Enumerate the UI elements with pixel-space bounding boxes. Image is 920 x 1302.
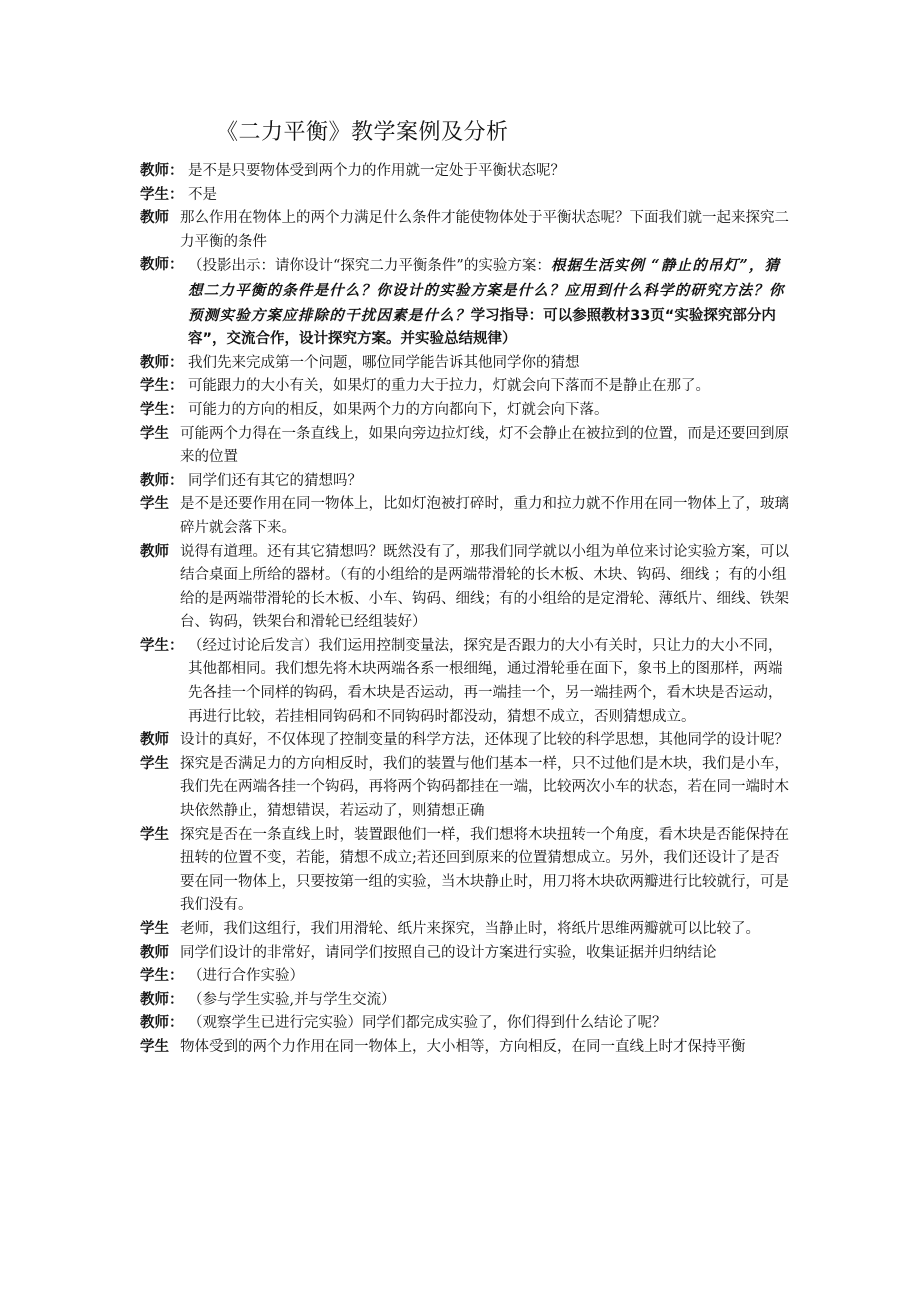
dialogue-entry [140,184,790,208]
speaker-label: 学生 [140,921,169,937]
entry-text: 可能力的方向的相反，如果两个力的方向都向下，灯就会向下落。 [188,401,609,418]
dialogue-entry [140,729,790,753]
dialogue-entry [140,753,790,824]
entry-text: 说得有道理。还有其它猜想吗？既然没有了，那我们同学就以小组为单位来讨论实验方案，可以结合桌面上所给的器材。（有的小组给的是两端带滑轮的长木板、木块、钩码、细线 ；有的小组给的是两端带滑轮的长木板、小车、钩码、细线；有的小组给的是定滑轮、薄纸片、细线、铁架台、钩码，铁架台和滑轮已经组装好） [180,543,789,631]
entry-text: 同学们还有其它的猜想吗？ [188,472,362,489]
dialogue-entry [140,541,790,635]
entry-text: 是不是只要物体受到两个力的作用就一定处于平衡状态呢？ [188,163,565,179]
speaker-label: 教师 [140,543,169,560]
entry-text: 我们先来完成第一个问题，哪位同学能告诉其他同学你的猜想 [188,354,580,371]
speaker-label: 学生 [140,755,169,772]
entry-text: 不是 [188,186,217,203]
dialogue-entry [140,989,790,1013]
dialogue-entry [140,493,790,540]
dialogue-entry [140,352,790,376]
dialogue-entry [140,635,790,729]
speaker-label: 学生： [140,637,184,654]
entry-text: （参与学生实验,并与学生交流） [188,991,396,1008]
speaker-label: 学生： [140,968,184,985]
entry-text: （进行合作实验） [188,968,304,985]
dialogue-entry [140,942,790,966]
dialogue-entry [140,399,790,423]
speaker-label: 教师： [140,354,184,371]
speaker-label: 教师 [140,732,169,749]
dialogue-entry-projection [140,254,790,351]
entry-text: 物体受到的两个力作用在同一物体上，大小相等，方向相反，在同一直线上时才保持平衡 [180,1038,746,1055]
entry-text: 是不是还要作用在同一物体上，比如灯泡被打碎时，重力和拉力就不作用在同一物体上了，玻璃碎片就会落下来。 [180,496,789,536]
dialogue-entry [140,824,790,918]
speaker-label: 学生： [140,401,184,418]
entry-text: 同学们设计的非常好，请同学们按照自己的设计方案进行实验，收集证据并归纳结论 [180,944,717,961]
entry-text: （观察学生已进行完实验）同学们都完成实验了，你们得到什么结论了呢？ [188,1015,667,1032]
dialogue-entry [140,423,790,470]
speaker-label: 学生 [140,496,169,513]
entry-text: 老师，我们这组行，我们用滑轮、纸片来探究，当静止时，将纸片思维两瓣就可以比较了。 [180,921,760,937]
speaker-label: 学生 [140,826,169,843]
entry-text: 探究是否满足力的方向相反时，我们的装置与他们基本一样，只不过他们是木块，我们是小车，我们先在两端各挂一个钩码，再将两个钩码都挂在一端，比较两次小车的状态，若在同一端时木块依然静止，猜想错误，若运动了，则猜想正确 [180,755,789,820]
document-title: 《二力平衡》教学案例及分析 [216,120,509,145]
dialogue-entry [140,160,790,184]
entry-text: 设计的真好，不仅体现了控制变量的科学方法，还体现了比较的科学思想，其他同学的设计呢？ [180,732,789,749]
speaker-label: 教师 [140,210,169,227]
speaker-label: 教师 [140,944,169,961]
entry-text: （经过讨论后发言）我们运用控制变量法，探究是否跟力的大小有关时，只让力的大小不同，其他都相同。我们想先将木块两端各系一根细绳，通过滑轮垂在面下，象书上的图那样，两端先各挂一个同样的钩码，看木块是否运动，再一端挂一个，另一端挂两个，看木块是否运动，再进行比较，若挂相同钩码和不同钩码时都没动，猜想不成立，否则猜想成立。 [188,637,783,725]
dialogue-entry [140,1012,790,1036]
entry-text: 可能两个力得在一条直线上，如果向旁边拉灯线，灯不会静止在被拉到的位置，而是还要回到原来的位置 [180,425,789,466]
speaker-label: 学生： [140,378,184,395]
speaker-label: 学生 [140,425,169,442]
entry-text: 探究是否在一条直线上时，装置跟他们一样，我们想将木块扭转一个角度，看木块是否能保持在扭转的位置不变，若能，猜想不成立;若还回到原来的位置猜想成立。另外，我们还设计了是否要在同一物体上，只要按第一组的实验，当木块静止时，用刀将木块砍两瓣进行比较就行，可是我们没有。 [180,826,789,914]
speaker-label: 教师： [140,163,184,179]
dialogue-entry [140,207,790,254]
entry-text: 那么作用在物体上的两个力满足什么条件才能使物体处于平衡状态呢？下面我们就一起来探究二力平衡的条件 [180,210,789,250]
dialogue-entry [140,1036,790,1060]
speaker-label: 学生： [140,186,184,203]
study-guide-text: 学习指导：可以参照教材33页“实验探究部分内容”，交流合作，设计探究方案。并实验总结规律） [188,307,776,348]
dialogue-body [140,160,790,1060]
dialogue-entry [140,965,790,989]
speaker-label: 教师： [140,991,184,1008]
speaker-label: 教师： [140,257,184,274]
dialogue-entry [140,375,790,399]
dialogue-entry [140,470,790,494]
dialogue-entry [140,918,790,942]
entry-text: 可能跟力的大小有关，如果灯的重力大于拉力，灯就会向下落而不是静止在那了。 [188,378,710,395]
handwritten-prompt: 根据生活实例 “静止的吊灯”，猜想二力平衡的条件是什么？你设计的实验方案是什么？应用到什么科学的研究方法？你预测实验方案应排除的干扰因素是什么？ [188,257,785,324]
entry-text: （投影出示：请你设计“探究二力平衡条件”的实验方案： [188,258,551,275]
speaker-label: 学生 [140,1038,169,1055]
speaker-label: 教师： [140,1015,184,1032]
speaker-label: 教师： [140,472,184,489]
